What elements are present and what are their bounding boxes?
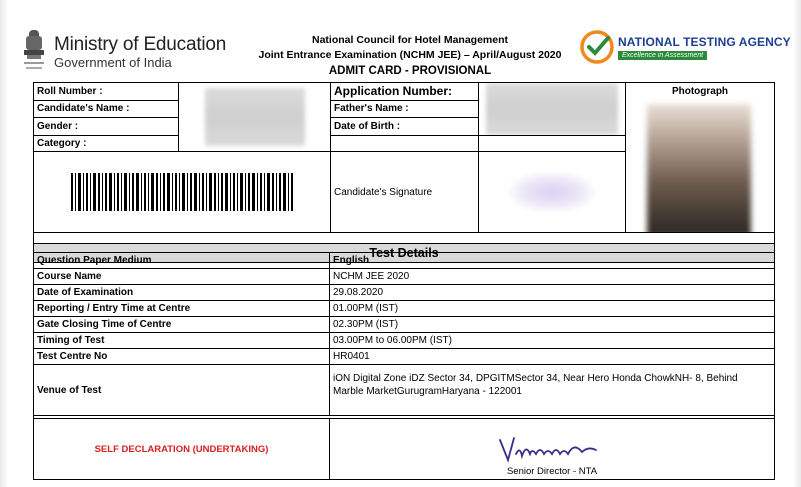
council-name: National Council for Hotel Management — [311, 34, 508, 46]
redacted-block — [205, 88, 305, 146]
test-detail-label: Test Centre No — [34, 349, 330, 365]
test-detail-row — [34, 317, 775, 333]
director-signature-cell — [330, 419, 775, 480]
barcode-icon — [71, 173, 293, 211]
nta-tagline: Excellence in Assessment — [618, 51, 707, 60]
admit-card-header — [0, 0, 801, 82]
barcode-cell — [34, 152, 331, 233]
test-detail-row — [34, 333, 775, 349]
application-number-redacted — [479, 83, 626, 136]
self-declaration: SELF DECLARATION (UNDERTAKING) — [34, 419, 330, 480]
venue-label: Venue of Test — [34, 365, 330, 416]
roll-number-label: Roll Number : — [34, 83, 179, 101]
test-detail-value: 29.08.2020 — [330, 285, 775, 301]
test-detail-value: HR0401 — [330, 349, 775, 365]
test-detail-label: Timing of Test — [34, 333, 330, 349]
test-detail-value: English — [330, 253, 775, 269]
director-label: Senior Director - NTA — [506, 466, 598, 477]
test-detail-row — [34, 349, 775, 365]
empty-cell — [331, 136, 479, 152]
venue-line-1: iON Digital Zone iDZ Sector 34, DPGITMSector 34, Near Hero Honda ChowkNH- 8, Behind — [333, 373, 738, 384]
candidate-info-redacted — [179, 83, 331, 152]
test-detail-value: 01.00PM (IST) — [330, 301, 775, 317]
spacer-row — [34, 233, 775, 244]
admit-card-table — [33, 82, 775, 263]
nta-logo-icon — [580, 30, 614, 64]
category-label: Category : — [34, 136, 179, 152]
test-detail-label: Course Name — [34, 269, 330, 285]
test-detail-value: 02.30PM (IST) — [330, 317, 775, 333]
exam-name: Joint Entrance Examination (NCHM JEE) – April/August 2020 — [258, 49, 562, 61]
test-details-table — [33, 252, 775, 480]
test-detail-value: NCHM JEE 2020 — [330, 269, 775, 285]
exam-title-block — [240, 33, 580, 80]
candidate-signature-box — [479, 152, 626, 233]
candidate-photo-redacted — [647, 104, 751, 233]
test-detail-row — [34, 269, 775, 285]
director-signature-icon — [492, 432, 612, 466]
national-emblem-icon — [20, 28, 48, 74]
ministry-title: Ministry of Education — [54, 34, 227, 55]
dob-label: Date of Birth : — [331, 118, 479, 136]
father-name-label: Father's Name : — [331, 100, 479, 118]
photograph-area — [626, 97, 774, 227]
test-detail-label: Question Paper Medium — [34, 253, 330, 269]
candidate-signature-label: Candidate's Signature — [331, 152, 479, 233]
candidate-signature-redacted — [510, 173, 594, 211]
nta-title: NATIONAL TESTING AGENCY — [618, 35, 791, 49]
empty-cell — [479, 136, 626, 152]
venue-line-2: Marble MarketGurugramHaryana - 122001 — [333, 386, 522, 397]
test-detail-label: Gate Closing Time of Centre — [34, 317, 330, 333]
photograph-cell — [626, 83, 775, 233]
venue-value — [330, 365, 775, 416]
test-detail-label: Date of Examination — [34, 285, 330, 301]
test-detail-label: Reporting / Entry Time at Centre — [34, 301, 330, 317]
test-detail-row — [34, 301, 775, 317]
test-detail-value: 03.00PM to 06.00PM (IST) — [330, 333, 775, 349]
application-number-label: Application Number: — [331, 83, 479, 101]
gender-label: Gender : — [34, 118, 179, 136]
ministry-subtitle: Government of India — [54, 55, 172, 70]
redacted-block — [486, 83, 618, 135]
test-details-heading: Test Details — [34, 244, 775, 263]
admit-card-title: ADMIT CARD - PROVISIONAL — [328, 65, 492, 77]
test-detail-row — [34, 253, 775, 269]
test-detail-row — [34, 285, 775, 301]
candidate-name-label: Candidate's Name : — [34, 100, 179, 118]
photograph-label: Photograph — [671, 86, 729, 97]
